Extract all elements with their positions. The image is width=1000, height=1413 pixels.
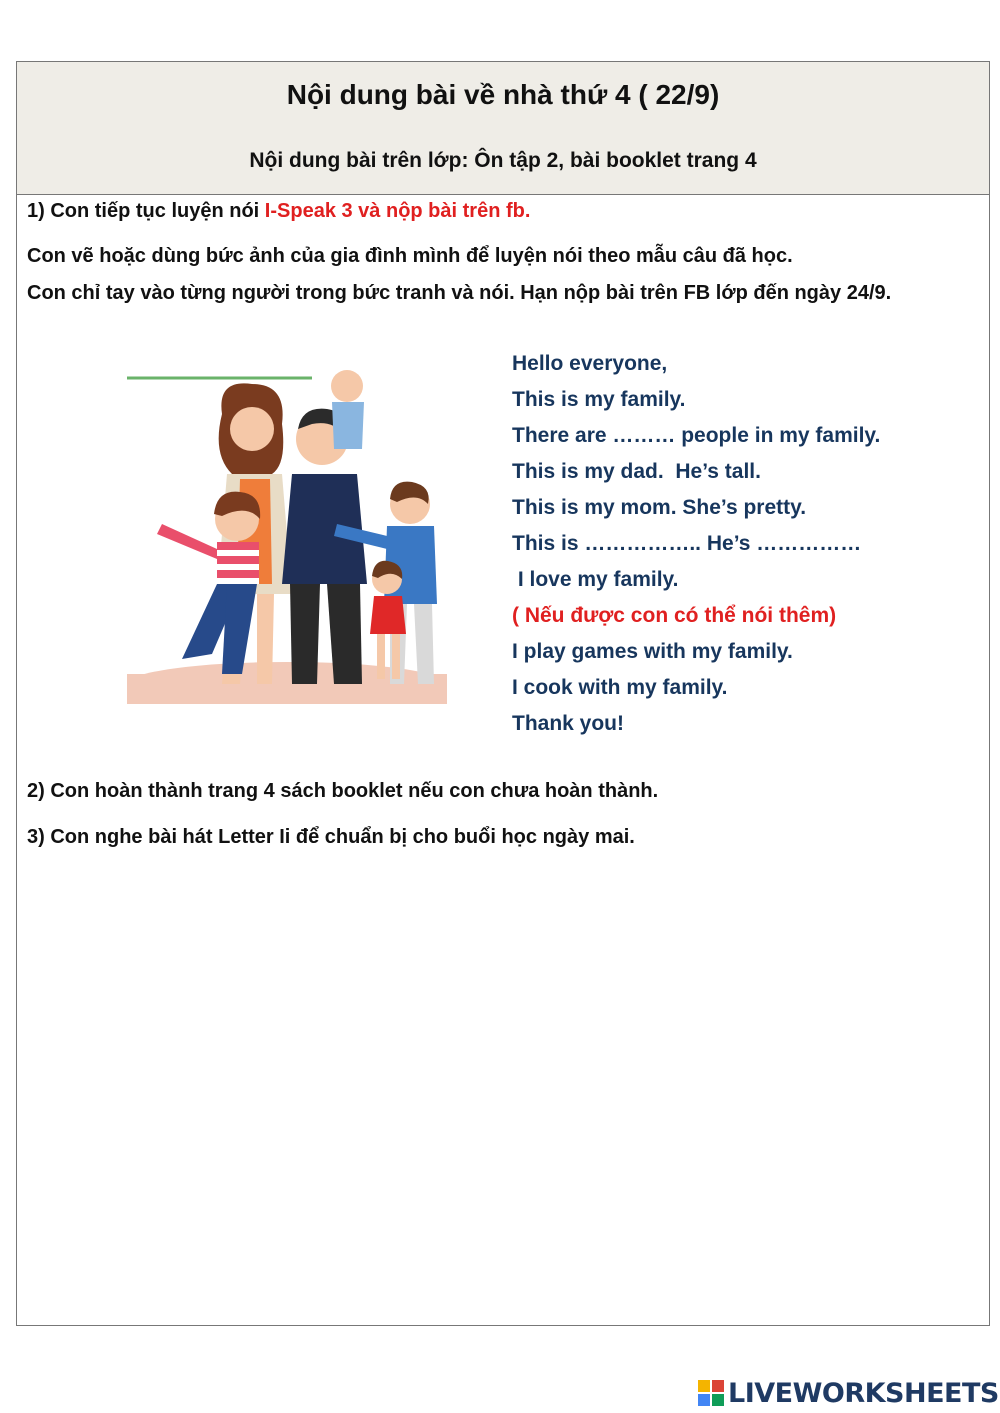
liveworksheets-logo-icon [698, 1380, 724, 1406]
task-1-highlight: I-Speak 3 và nộp bài trên fb. [264, 200, 531, 222]
speech-line: There are ……… people in my family. [512, 424, 881, 447]
task-1-instruction-2: Con chỉ tay vào từng người trong bức tranh và nói. Hạn nộp bài trên FB lớp đến ngày 24/9. [27, 282, 892, 304]
speech-line: I love my family. [512, 568, 679, 591]
page-subtitle: Nội dung bài trên lớp: Ôn tập 2, bài booklet trang 4 [17, 128, 989, 195]
family-illustration [122, 354, 452, 704]
task-2: 2) Con hoàn thành trang 4 sách booklet nếu con chưa hoàn thành. [27, 780, 659, 802]
page-title: Nội dung bài về nhà thứ 4 ( 22/9) [17, 62, 989, 129]
speech-note: ( Nếu được con có thể nói thêm) [512, 604, 837, 627]
task-3: 3) Con nghe bài hát Letter Ii để chuẩn bị cho buổi học ngày mai. [27, 826, 635, 848]
speech-line: I cook with my family. [512, 676, 728, 699]
worksheet-frame [16, 61, 990, 1326]
speech-line: This is my mom. She’s pretty. [512, 496, 807, 519]
speech-line: Hello everyone, [512, 352, 668, 375]
speech-line: This is my family. [512, 388, 686, 411]
liveworksheets-brand [698, 1376, 999, 1410]
task-1-prefix: 1) Con tiếp tục luyện nói [27, 200, 265, 222]
task-1 [27, 200, 530, 223]
speech-line: This is …………….. He’s …………… [512, 532, 862, 555]
task-1-instruction-1: Con vẽ hoặc dùng bức ảnh của gia đình mình để luyện nói theo mẫu câu đã học. [27, 245, 793, 267]
speech-line: Thank you! [512, 712, 625, 735]
speech-line: I play games with my family. [512, 640, 793, 663]
speech-line: This is my dad. He’s tall. [512, 460, 761, 483]
brand-name: LIVEWORKSHEETS [728, 1377, 999, 1409]
